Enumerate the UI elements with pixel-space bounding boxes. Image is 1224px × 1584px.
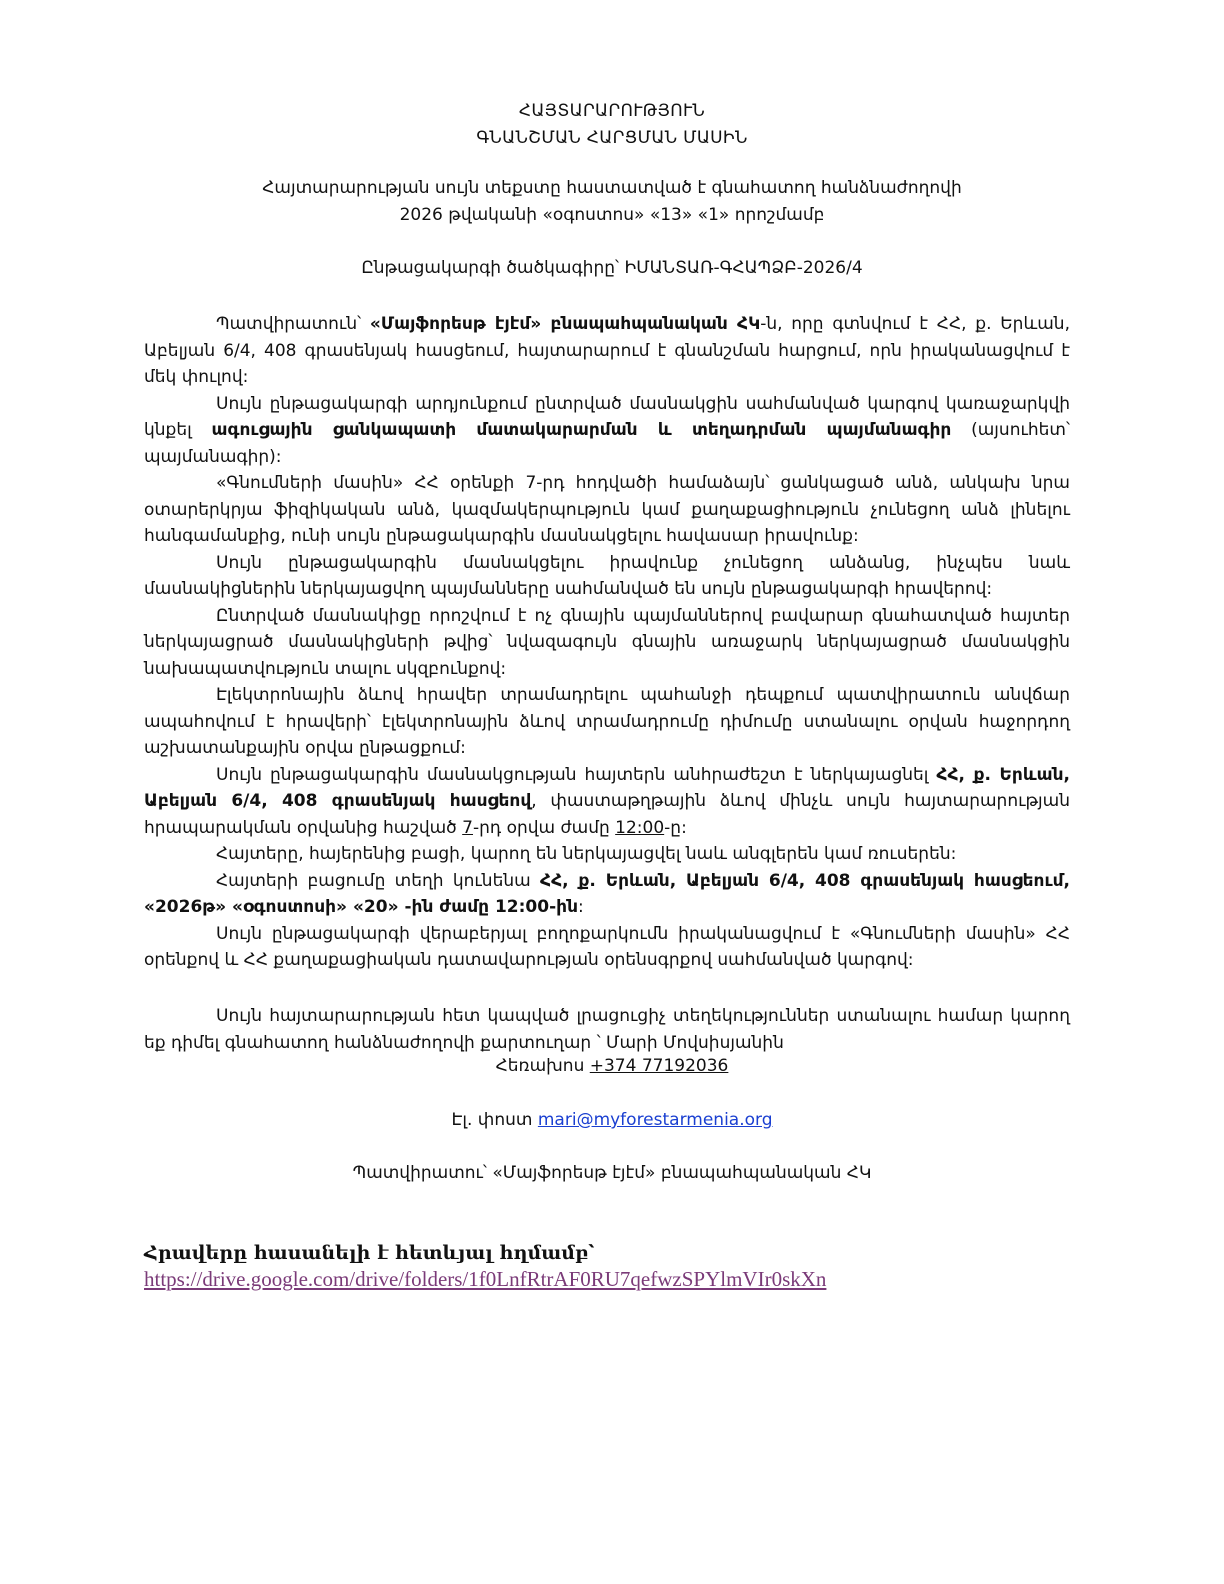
email-label: Էլ. փոստ [451,1110,538,1130]
procedure-code: Ընթացակարգի ծածկագիրը՝ ԻՄԱՆՏԱՌ-ԳՀԱՊՁԲ-2026/4 [361,258,863,278]
email-link[interactable]: mari@myforestarmenia.org [537,1110,773,1130]
paragraph-electronic: Էլեկտրոնային ձևով հրավեր տրամադրելու պահանջի դեպքում պատվիրատուն անվճար ապահովում է հրավերի՝ էլեկտրոնային ձևով տրամադրումը դիմումը ստանալու օրվան հաջորդող աշխատանքային օրվա ընթացքում: [144,685,1070,758]
phone-number[interactable]: +374 77192036 [589,1056,729,1076]
paragraph-eligibility: «Գնումների մասին» ՀՀ օրենքի 7-րդ հոդվածի համաձայն՝ ցանկացած անձ, անկախ նրա օտարերկրյա ֆիզիկական անձ, կազմակերպություն կամ քաղաքացիություն չունեցող անձ լինելու հանգամանքից, ունի սույն ընթացակարգին մասնակցելու հավասար իրավունք: [144,473,1070,546]
approval-line-1: Հայտարարության սույն տեքստը հաստատված է գնահատող հանձնաժողովի [262,178,962,198]
paragraph-appeals: Սույն ընթացակարգի վերաբերյալ բողոքարկումն իրականացվում է «Գնումների մասին» ՀՀ օրենքով և ՀՀ քաղաքացիական դատավարության օրենսգրքով սահմանված կարգով: [144,923,1070,970]
customer-signature: Պատվիրատու՝ «Մայֆորեսթ էյէմ» բնապահպանական ՀԿ [352,1163,872,1183]
approval-line-2: 2026 թվականի «օգոստոս» «13» «1» որոշմամբ [399,205,825,225]
phone-label: Հեռախոս [495,1056,590,1076]
contact-text: Սույն հայտարարության հետ կապված լրացուցիչ տեղեկություններ ստանալու համար կարող եք դիմել գնահատող հանձնաժողովի քարտուղար ՝ Մարի Մովսիսյանին [144,1006,1070,1053]
customer-name: «Մայֆորեսթ էյէմ» բնապահպանական ՀԿ [369,314,761,334]
paragraph-languages: Հայտերը, հայերենից բացի, կարող են ներկայացվել նաև անգլերեն կամ ռուսերեն: [216,844,957,864]
document-heading [0,101,1224,155]
invitation-link[interactable]: https://drive.google.com/drive/folders/1f0LnfRtrAF0RU7qefwzSPYlmVIr0skXn [144,1267,827,1291]
paragraph-conditions: Սույն ընթացակարգին մասնակցելու իրավունք չունեցող անձանց, ինչպես նաև մասնակիցներին ներկայացվող պայմանները սահմանված են սույն ընթացակարգի հրավերով: [144,552,1070,599]
contract-subject: ագուցային ցանկապատի մատակարարման և տեղադրման պայմանագիր [211,420,952,440]
heading-title: ՀԱՅՏԱՐԱՐՈՒԹՅՈՒՆ [518,101,706,121]
announcement-body [144,311,1070,974]
approval-note [0,178,1224,232]
paragraph-contract: Սույն ընթացակարգի արդյունքում ընտրված մասնակցին սահմանված կարգով կառաջարկվի կնքել ագուցային ցանկապատի մատակարարման և տեղադրման պայմանագիր (այսուհետ՝ պայմանագիր): [144,393,1070,467]
heading-subtitle: ԳՆԱՆՇՄԱՆ ՀԱՐՑՄԱՆ ՄԱՍԻՆ [476,128,748,148]
paragraph-opening: Հայտերի բացումը տեղի կունենա ՀՀ, ք. Երևան, Աբելյան 6/4, 408 գրասենյակ հասցեում, «2026թ» «օգոստոսի» «20» -ին ժամը 12:00-ին: [144,870,1070,917]
paragraph-submission: Սույն ընթացակարգին մասնակցության հայտերն անհրաժեշտ է ներկայացնել ՀՀ, ք. Երևան, Աբելյան 6/4, 408 գրասենյակ հասցեով, փաստաթղթային ձևով մինչև սույն հայտարարության հրապարակման օրվանից հաշված 7-րդ օրվա ժամը 12:00-ը: [144,764,1071,838]
contact-info [144,1003,1070,1056]
paragraph-selection: Ընտրված մասնակիցը որոշվում է ոչ գնային պայմաններով բավարար գնահատված հայտեր ներկայացրած մասնակիցների թվից՝ նվազագույն գնային առաջարկ ներկայացրած մասնակցին նախապատվություն տալու սկզբունքով: [144,605,1070,679]
submission-address: ՀՀ, ք. Երևան, Աբելյան 6/4, 408 գրասենյակ հասցեով [144,764,1071,811]
paragraph-customer: Պատվիրատուն՝ «Մայֆորեսթ էյէմ» բնապահպանական ՀԿ-ն, որը գտնվում է ՀՀ, ք. Երևան, Աբելյան 6/4, 408 գրասենյակ հասցեում, հայտարարում է գնանշման հարցում, որն իրականացվում է մեկ փուլով: [144,314,1070,387]
email-line [0,1110,1224,1130]
invitation-label: Հրավերը հասանելի է հետևյալ հղմամբ՝ [144,1242,595,1264]
phone-line [0,1056,1224,1076]
opening-details: ՀՀ, ք. Երևան, Աբելյան 6/4, 408 գրասենյակ հասցեում, «2026թ» «օգոստոսի» «20» -ին ժամը 12:00-ին [144,870,1070,917]
